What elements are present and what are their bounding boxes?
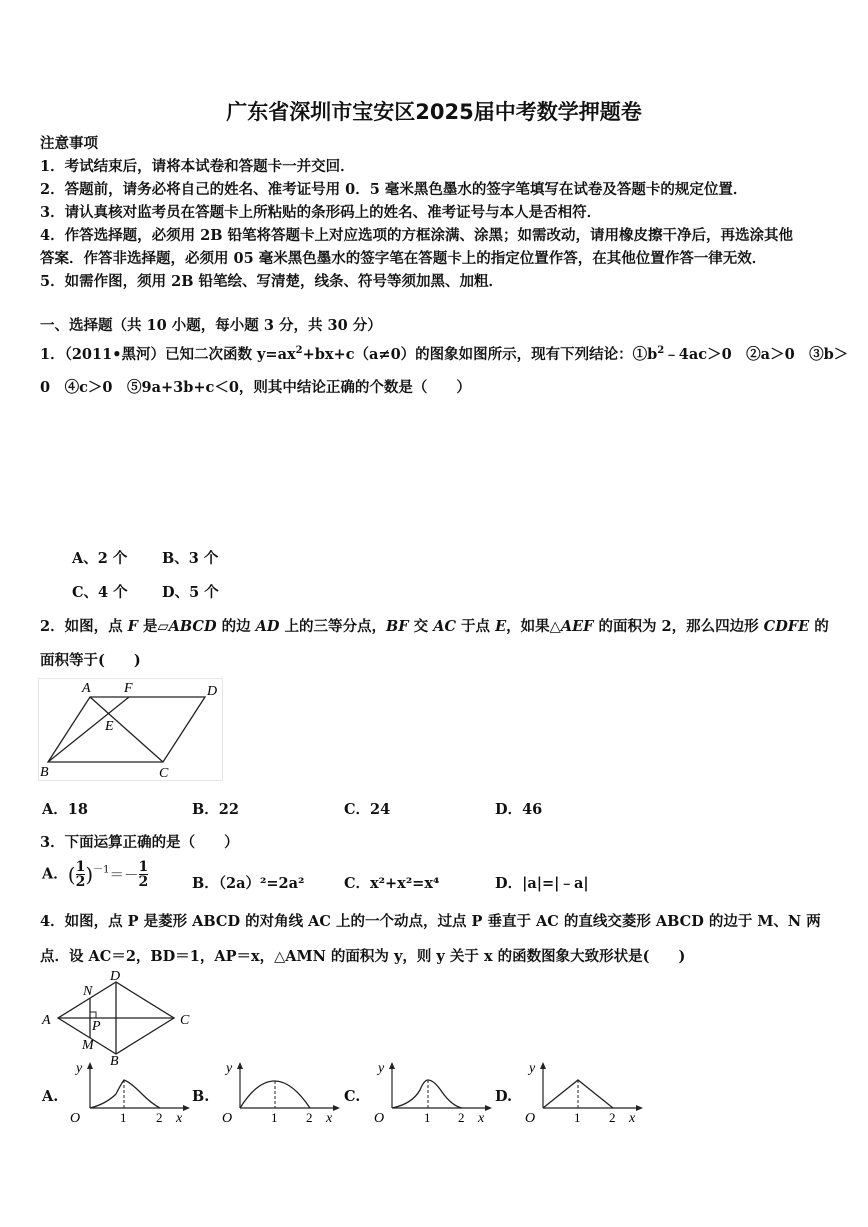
notice-item-4: 4．作答选择题，必须用 2B 铅笔将答题卡上对应选项的方框涂满、涂黑；如需改动，请用橡皮擦干净后，再选涂其他	[40, 227, 794, 244]
q3-a-fraction: $\frac{1}{2}$	[75, 859, 86, 890]
q4-graph-c[interactable]	[366, 1060, 496, 1130]
q4-graph-a[interactable]	[64, 1060, 194, 1130]
q2-stem-line2: 面积等于( )	[40, 652, 141, 669]
rhombus-figure	[40, 970, 200, 1066]
svg-text:O: O	[525, 1111, 536, 1126]
svg-text:1: 1	[120, 1110, 127, 1125]
svg-text:x: x	[326, 1111, 333, 1126]
svg-text:2: 2	[458, 1110, 465, 1125]
q3-option-c[interactable]: C．x²+x²=x⁴	[344, 875, 440, 892]
section-heading: 一、选择题（共 10 小题，每小题 3 分，共 30 分）	[40, 317, 382, 334]
q2-option-a[interactable]: A．18	[42, 801, 88, 818]
svg-text:y: y	[378, 1061, 385, 1076]
svg-text:x: x	[629, 1111, 636, 1126]
q1-stem-line2: 0 ④c＞0 ⑤9a+3b+c＜0，则其中结论正确的个数是（ ）	[40, 379, 471, 396]
rh-label-m: M	[82, 1038, 94, 1053]
notice-item-2: 2．答题前，请务必将自己的姓名、准考证号用 0．5 毫米黑色墨水的签字笔填写在试卷及答题卡的规定位置．	[40, 181, 748, 198]
svg-text:x: x	[478, 1111, 485, 1126]
svg-text:2: 2	[609, 1110, 616, 1125]
svg-text:y: y	[529, 1061, 536, 1076]
svg-text:2: 2	[156, 1110, 163, 1125]
rh-label-a: A	[42, 1013, 51, 1028]
svg-text:x: x	[176, 1111, 183, 1126]
q4-option-c-label[interactable]: C.	[344, 1088, 361, 1105]
q1-stem-line1: 1．（2011•黑河）已知二次函数 $y=ax^2+bx+c(a\ne 0)$的图象如图所示，现有下列结论：$①b^2﹣4ac>0$ ②a＞0 ③b＞	[40, 345, 849, 363]
label-a: A	[82, 681, 91, 696]
q2-option-b[interactable]: B．22	[192, 801, 239, 818]
q4-stem-line1: 4．如图，点 P 是菱形 ABCD 的对角线 AC 上的一个动点，过点 P 垂直于 AC 的直线交菱形 ABCD 的边于 M、N 两	[40, 913, 821, 930]
svg-text:y: y	[76, 1061, 83, 1076]
page-title: 广东省深圳市宝安区2025届中考数学押题卷	[226, 100, 642, 124]
q1-option-b[interactable]: B、3 个	[162, 550, 219, 567]
notice-item-5: 5．如需作图，须用 2B 铅笔绘、写清楚，线条、符号等须加黑、加粗．	[40, 273, 504, 290]
svg-text:2: 2	[306, 1110, 313, 1125]
rh-label-d: D	[110, 970, 121, 984]
parallelogram-figure	[38, 678, 228, 782]
q3-option-b[interactable]: B．（2a）²=2a²	[192, 875, 305, 892]
q1-option-c[interactable]: C、4 个	[72, 584, 128, 601]
rh-label-c: C	[180, 1013, 190, 1028]
q3-stem: 3．下面运算正确的是（ ）	[40, 834, 239, 851]
label-f: F	[124, 681, 133, 696]
q4-option-d-label[interactable]: D.	[495, 1088, 513, 1105]
svg-text:O: O	[222, 1111, 233, 1126]
svg-text:1: 1	[424, 1110, 431, 1125]
notice-item-1: 1．考试结束后，请将本试卷和答题卡一并交回．	[40, 158, 355, 175]
notice-heading: 注意事项	[40, 135, 98, 152]
q3-a-result-fraction: $\frac{1}{2}$	[138, 859, 149, 890]
q3-option-d[interactable]: D．|a|=|﹣a|	[495, 875, 589, 892]
label-c: C	[159, 766, 169, 781]
svg-text:1: 1	[574, 1110, 581, 1125]
q2-option-d[interactable]: D．46	[495, 801, 543, 818]
svg-text:O: O	[70, 1111, 81, 1126]
rh-label-n: N	[83, 984, 93, 999]
notice-item-3: 3．请认真核对监考员在答题卡上所粘贴的条形码上的姓名、准考证号与本人是否相符．	[40, 204, 602, 221]
q1-option-a[interactable]: A、2 个	[72, 550, 128, 567]
label-d: D	[207, 684, 218, 699]
q4-graph-d[interactable]	[517, 1060, 647, 1130]
q4-graph-b[interactable]	[214, 1060, 344, 1130]
svg-text:O: O	[374, 1111, 385, 1126]
svg-text:y: y	[226, 1061, 233, 1076]
q1-option-d[interactable]: D、5 个	[162, 584, 219, 601]
q4-stem-line2: 点．设 AC＝2，BD＝1，AP＝x，△AMN 的面积为 y，则 y 关于 x 的函数图象大致形状是( )	[40, 948, 686, 965]
notice-item-4-cont: 答案．作答非选择题，必须用 05 毫米黑色墨水的签字笔在答题卡上的指定位置作答，在其他位置作答一律无效．	[40, 250, 767, 267]
rh-label-b: B	[110, 1054, 119, 1066]
label-b: B	[40, 765, 49, 780]
rh-label-p: P	[92, 1019, 101, 1034]
label-e: E	[105, 719, 114, 734]
q4-option-a-label[interactable]: A.	[42, 1088, 59, 1105]
q3-option-a[interactable]: A．( $\frac{1}{2}$ )$^{-1}$＝－ $\frac{1}{2}$	[42, 859, 149, 890]
q2-option-c[interactable]: C．24	[344, 801, 391, 818]
q4-option-b-label[interactable]: B.	[192, 1088, 210, 1105]
svg-text:1: 1	[271, 1110, 278, 1125]
q2-stem-line1: 2．如图，点 F 是▱ABCD 的边 AD 上的三等分点，BF 交 AC 于点 E，如果△AEF 的面积为 2，那么四边形 CDFE 的	[40, 618, 829, 635]
